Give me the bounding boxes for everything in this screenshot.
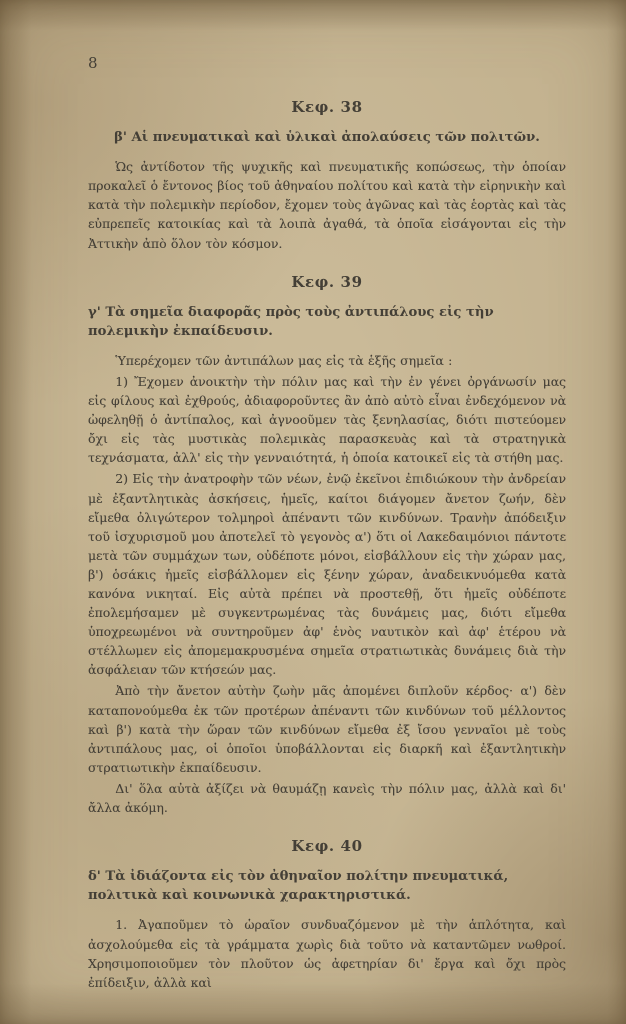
chapter-39-paragraph-4: Ἀπὸ τὴν ἄνετον αὐτὴν ζωὴν μᾶς ἀπομένει διπλοῦν κέρδος· α') δὲν καταπονούμεθα ἐκ τῶν προτέρων ἀπέναντι τῶν κινδύνων τοῦ μέλλοντος καὶ β') κατὰ τὴν ὥραν τῶν κινδύνων εἴμεθα ἐξ ἴσου γενναῖοι μὲ τοὺς ἀντιπάλους μας, οἱ ὁποῖοι ὑποβάλλονται εἰς διαρκῆ καὶ ἐξαντλητικὴν στρατιωτικὴν ἐκπαίδευσιν. — [88, 683, 566, 775]
chapter-38-heading: Κεφ. 38 — [291, 98, 363, 116]
chapter-40-subtitle: δ' Τὰ ἰδιάζοντα εἰς τὸν ἀθηναῖον πολίτην πνευματικά, πολιτικὰ καὶ κοινωνικὰ χαρακτηριστικά. — [88, 869, 509, 904]
chapter-39-heading: Κεφ. 39 — [291, 272, 363, 291]
chapter-38-paragraph-1: Ὡς ἀντίδοτον τῆς ψυχικῆς καὶ πνευματικῆς κοπώσεως, τὴν ὁποίαν προκαλεῖ ὁ ἔντονος βίος τοῦ ἀθηναίου πολίτου καὶ κατὰ τὴν εἰρηνικὴν καὶ κατὰ τὴν πολεμικὴν περίοδον, ἔχομεν τοὺς ἀγῶνας καὶ τὰς ἑορτὰς καὶ τὰς εὐπρεπεῖς κατοικίας καὶ τὰ λοιπὰ ἀγαθά, τὰ ὁποῖα εἰσάγονται εἰς τὴν Ἀττικὴν ἀπὸ ὅλον τὸν κόσμον. — [88, 159, 566, 251]
chapter-39-subtitle: γ' Τὰ σημεῖα διαφορᾶς πρὸς τοὺς ἀντιπάλους εἰς τὴν πολεμικὴν ἐκπαίδευσιν. — [88, 304, 494, 339]
chapter-40-heading: Κεφ. 40 — [291, 837, 363, 856]
chapter-38-subtitle: β' Αἱ πνευματικαὶ καὶ ὑλικαὶ ἀπολαύσεις τῶν πολιτῶν. — [114, 130, 540, 145]
chapter-38 — [88, 98, 566, 253]
page-number: 8 — [88, 54, 99, 72]
chapter-39-paragraph-2: 1) Ἔχομεν ἀνοικτὴν τὴν πόλιν μας καὶ τὴν ἐν γένει ὀργάνωσίν μας εἰς φίλους καὶ ἐχθρούς, ἀδιαφοροῦντες ἂν ἀπὸ αὐτὸ εἶναι ἐνδεχόμενον νὰ ὠφεληθῇ ὁ ἀντίπαλος, καὶ ἀγνοοῦμεν τὰς ξενηλασίας, διότι πιστεύομεν ὄχι εἰς τὰς μυστικὰς πολεμικὰς παρασκευὰς καὶ τὰ στρατηγικὰ τεχνάσματα, ἀλλ' εἰς τὴν γενναιότητά, ἡ ὁποία κατοικεῖ εἰς τὰ στήθη μας. — [88, 373, 566, 466]
chapter-39 — [88, 273, 566, 818]
chapter-40-paragraph-1: 1. Ἀγαποῦμεν τὸ ὡραῖον συνδυαζόμενον μὲ τὴν ἁπλότητα, καὶ ἀσχολούμεθα εἰς τὰ γράμματα χωρὶς διὰ τοῦτο νὰ καταντῶμεν νωθροί. Χρησιμοποιοῦμεν τὸν πλοῦτον ὡς ἀφετηρίαν δι' ἔργα καὶ ὄχι πρὸς ἐπίδειξιν, ἀλλὰ καὶ — [88, 917, 566, 990]
chapter-39-paragraph-1: Ὑπερέχομεν τῶν ἀντιπάλων μας εἰς τὰ ἑξῆς σημεῖα : — [115, 352, 453, 368]
chapter-39-paragraph-5: Δι' ὅλα αὐτὰ ἀξίζει νὰ θαυμάζῃ κανεὶς τὴν πόλιν μας, ἀλλὰ καὶ δι' ἄλλα ἀκόμη. — [88, 780, 566, 816]
chapter-40 — [88, 837, 566, 992]
chapter-39-paragraph-3: 2) Εἰς τὴν ἀνατροφὴν τῶν νέων, ἐνῷ ἐκεῖνοι ἐπιδιώκουν τὴν ἀνδρείαν μὲ ἐξαντλητικὰς ἀσκήσεις, ἡμεῖς, καίτοι διάγομεν ἄνετον ζωήν, δὲν εἴμεθα ὀλιγώτερον τολμηροὶ ἀπέναντι τῶν κινδύνων. Τρανὴν ἀπόδειξιν τοῦ ἰσχυρισμοῦ μου ἀποτελεῖ τὸ γεγονὸς α') ὅτι οἱ Λακεδαιμόνιοι πάντοτε μετὰ τῶν συμμάχων των, οὐδέποτε μόνοι, εἰσβάλλουν εἰς τὴν χώραν μας, β') ὁσάκις ἡμεῖς εἰσβάλλομεν εἰς ξένην χώραν, ἀναδεικνυόμεθα κατὰ κανόνα νικηταί. Εἰς αὐτὰ πρέπει νὰ προστεθῇ, ὅτι ἡμεῖς οὐδέποτε ἐπολεμήσαμεν μὲ συγκεντρωμένας τὰς δυνάμεις μας, διότι εἴμεθα ὑποχρεωμένοι νὰ συντηροῦμεν ἀφ' ἑνὸς ναυτικὸν καὶ ἀφ' ἑτέρου νὰ στέλλωμεν εἰς ἀπομεμακρυσμένα σημεῖα στρατιωτικὰς δυνάμεις διὰ τὴν ἀσφάλειαν τῶν κτήσεών μας. — [88, 471, 566, 678]
